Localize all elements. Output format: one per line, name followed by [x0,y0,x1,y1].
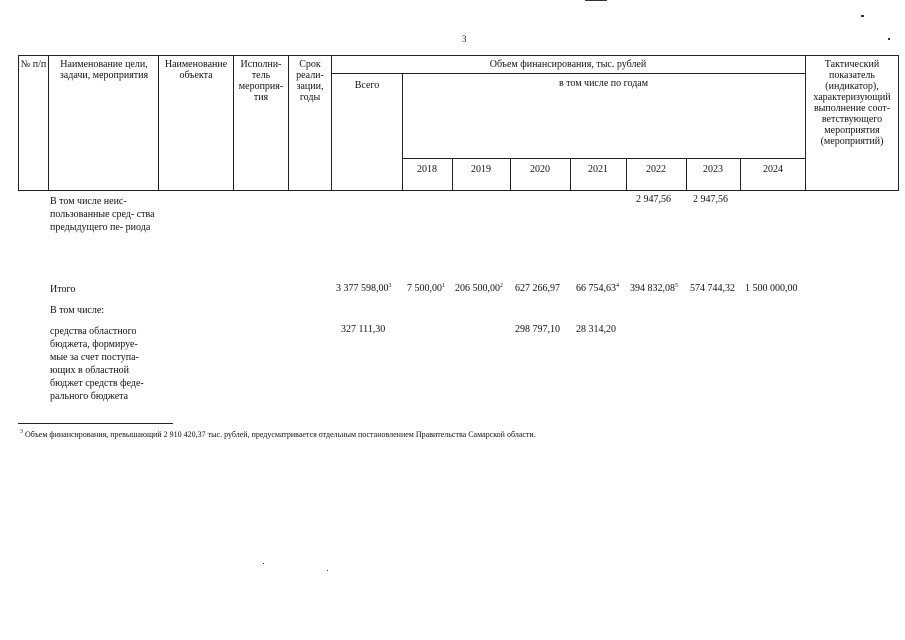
grid-line [18,55,899,56]
total-all: 3 377 598,00$^3$ [336,283,392,294]
row-regional-label: средства областного бюджета, формируе- мые за счет поступа- ющих в областной бюджет средств феде- рального бюджета [50,326,144,402]
year-cell: 2020 [530,164,550,175]
grid-line [686,158,687,191]
grid-line [402,158,805,159]
header-indicator: Тактический показатель (индикатор), характеризующий выполнение соот- ветствующего мероприятия (мероприятий) [813,59,891,147]
scan-speck [263,563,264,564]
row-unused-label: В том числе неис- пользованные сред- ства предыдущего пе- риода [50,196,155,233]
total-2022: 394 832,08$^5$ [630,283,678,294]
regional-all: 327 111,30 [341,324,386,335]
page-number: 3 [462,34,467,44]
grid-line [233,55,234,191]
year-cell: 2022 [646,164,666,175]
grid-line [288,55,289,191]
grid-line [18,190,899,191]
footnote-divider [18,423,173,424]
scan-dot [861,15,864,17]
year-cell: 2021 [588,164,608,175]
header-goal: Наименование цели, задачи, мероприятия [59,59,149,81]
scan-speck [327,570,328,571]
header-num: № п/п [20,59,47,70]
total-2024: 1 500 000,00 [745,283,798,294]
grid-line [331,55,332,191]
grid-line [805,55,806,191]
total-2018: 7 500,00$^1$ [407,283,445,294]
header-total: Всего [354,80,380,91]
header-term: Срок реали- зации, годы [296,59,324,103]
grid-line [626,158,627,191]
grid-line [510,158,511,191]
year-cell: 2018 [417,164,437,175]
grid-line [740,158,741,191]
year-cell: 2023 [703,164,723,175]
total-2019: 206 500,00$^2$ [455,283,503,294]
header-funding: Объем финансирования, тыс. рублей [489,59,647,70]
grid-line [18,55,19,191]
year-cell: 2024 [763,164,783,175]
total-2023: 574 744,32 [690,283,735,294]
regional-2021: 28 314,20 [576,324,616,335]
grid-line [898,55,899,191]
regional-2020: 298 797,10 [515,324,560,335]
header-executor: Исполни- тель мероприя- тия [238,59,284,103]
row-total-label: Итого [50,284,76,295]
year-cell: 2019 [471,164,491,175]
unused-2022: 2 947,56 [636,194,671,205]
unused-2023: 2 947,56 [693,194,728,205]
scan-mark [585,0,607,1]
scan-dot [888,38,890,40]
grid-line [48,55,49,191]
grid-line [452,158,453,191]
total-2021: 66 754,63$^4$ [576,283,619,294]
header-by-years: в том числе по годам [558,78,649,89]
total-2020: 627 266,97 [515,283,560,294]
footnote: $^3$ Объем финансирования, превышающий 2 910 420,37 тыс. рублей, предусматривается отдельным постановлением Правительства Самарской области. [20,429,536,439]
grid-line [570,158,571,191]
row-including-label: В том числе: [50,305,105,316]
header-object: Наименование объекта [164,59,228,81]
